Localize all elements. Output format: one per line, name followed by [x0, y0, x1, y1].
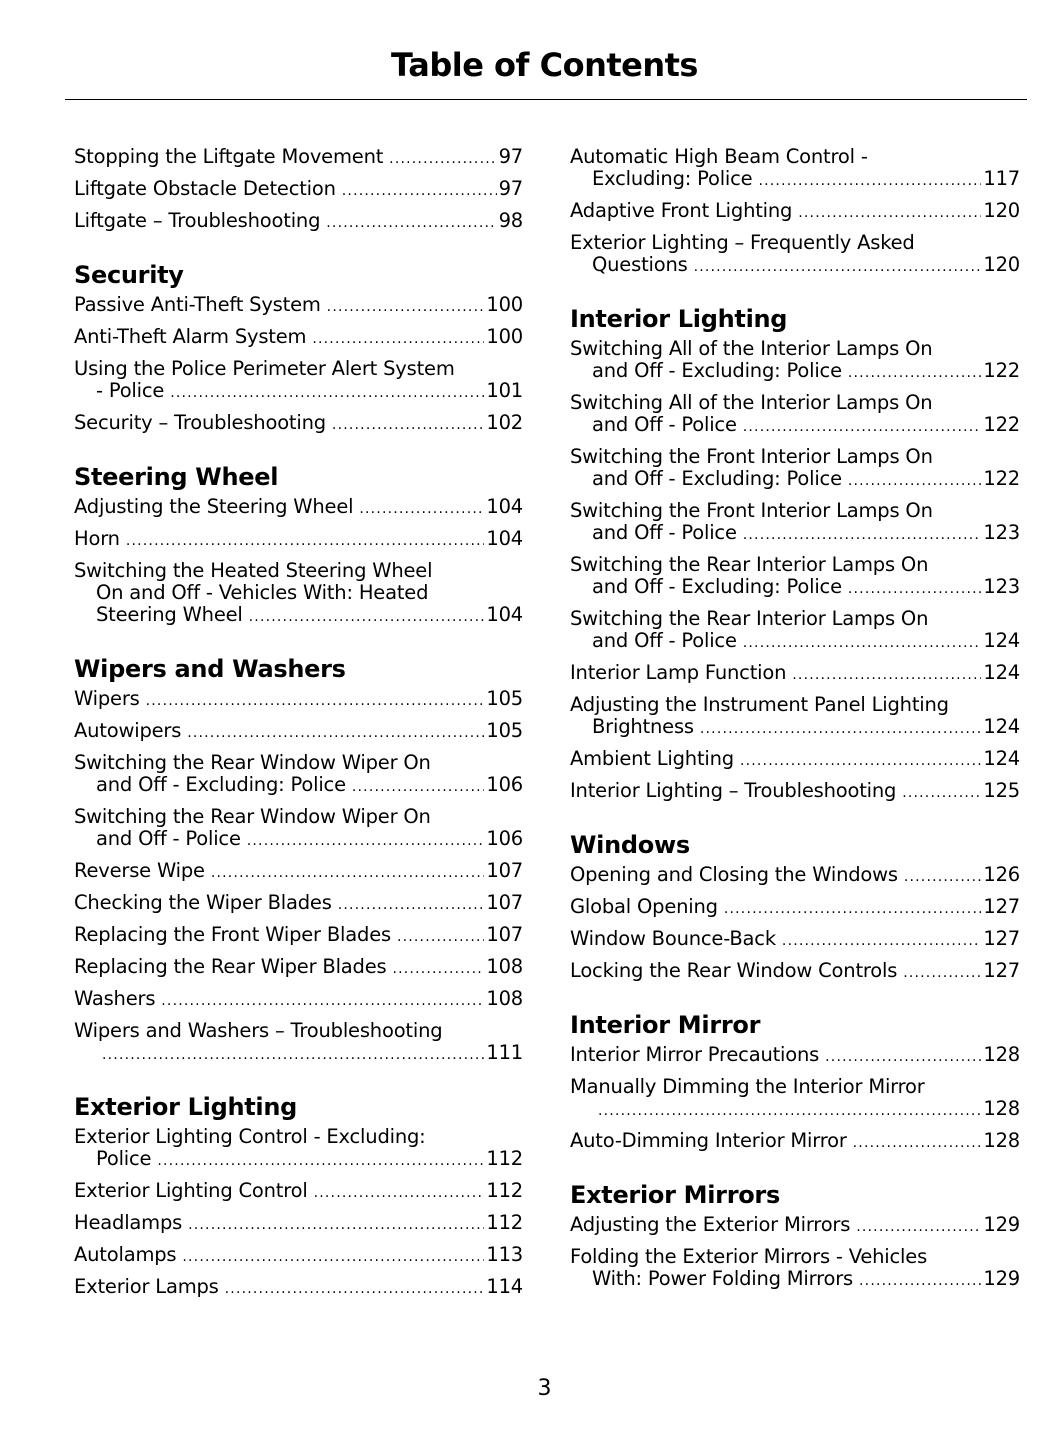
- toc-entry[interactable]: [570, 960, 1020, 984]
- entry-leader-line: [570, 630, 1020, 654]
- entry-leader-line: [570, 960, 1020, 984]
- entry-title-line: Liftgate – Troubleshooting: [74, 209, 321, 232]
- entry-page-number: 123: [983, 575, 1020, 598]
- dot-leader: [157, 1150, 484, 1172]
- entry-title-line: Adjusting the Steering Wheel: [74, 495, 354, 518]
- toc-entry[interactable]: [74, 1180, 523, 1204]
- entry-page-number: 124: [983, 629, 1020, 652]
- dot-leader: [782, 930, 981, 952]
- entry-title-line: On and Off - Vehicles With: Heated: [96, 581, 429, 604]
- toc-section-interior-mirror: [570, 1010, 1020, 1154]
- toc-section-security: [74, 260, 523, 436]
- dot-leader: [798, 202, 981, 224]
- entry-page-number: 120: [983, 253, 1020, 276]
- entry-leader-line: [570, 1268, 1020, 1292]
- toc-entry[interactable]: [74, 528, 523, 552]
- dot-leader: [848, 578, 982, 600]
- section-heading: Exterior Lighting: [74, 1093, 298, 1121]
- dot-leader: [211, 862, 485, 884]
- entry-title-line: Manually Dimming the Interior Mirror: [570, 1075, 925, 1098]
- entry-page-number: 128: [983, 1097, 1020, 1120]
- dot-leader: [743, 416, 982, 438]
- dot-leader: [342, 180, 497, 202]
- toc-entry[interactable]: [74, 294, 523, 318]
- dot-leader: [359, 498, 484, 520]
- page-title: Table of Contents: [391, 46, 698, 84]
- dot-leader: [392, 958, 484, 980]
- dot-leader: [694, 256, 982, 278]
- entry-title-line: Security – Troubleshooting: [74, 411, 326, 434]
- entry-title-line: Anti-Theft Alarm System: [74, 325, 307, 348]
- dot-leader: [902, 782, 981, 804]
- entry-leader-line: [74, 774, 523, 798]
- dot-leader: [161, 990, 484, 1012]
- entry-leader-line: [74, 860, 523, 884]
- entry-title-line: Switching the Rear Window Wiper On: [74, 751, 431, 774]
- entry-title-line: Replacing the Rear Wiper Blades: [74, 955, 387, 978]
- entry-title-line: and Off - Police: [592, 629, 737, 652]
- toc-section-windows: [570, 830, 1020, 984]
- section-heading: Wipers and Washers: [74, 655, 346, 683]
- entry-leader-line: [74, 1244, 523, 1268]
- entry-page-number: 111: [486, 1041, 523, 1064]
- entry-title-line: Checking the Wiper Blades: [74, 891, 332, 914]
- entry-leader-line: [570, 522, 1020, 546]
- dot-leader: [859, 1270, 981, 1292]
- entry-title-line: Interior Lighting – Troubleshooting: [570, 779, 897, 802]
- toc-entry[interactable]: [74, 178, 523, 202]
- entry-page-number: 97: [498, 177, 523, 200]
- toc-entry[interactable]: [570, 928, 1020, 952]
- entry-leader-line: [74, 528, 523, 552]
- entry-page-number: 127: [983, 959, 1020, 982]
- entry-leader-line: [570, 1044, 1020, 1068]
- entry-page-number: 123: [983, 521, 1020, 544]
- entry-leader-line: [570, 200, 1020, 224]
- entry-title-line: Ambient Lighting: [570, 747, 734, 770]
- toc-section-steering-wheel: [74, 462, 523, 628]
- entry-page-number: 107: [486, 859, 523, 882]
- dot-leader: [225, 1278, 485, 1300]
- toc-section-continued: [570, 146, 1020, 278]
- toc-entry[interactable]: [74, 752, 523, 798]
- toc-entry[interactable]: [570, 662, 1020, 686]
- toc-entry[interactable]: [74, 688, 523, 712]
- entry-title-line: and Off - Excluding: Police: [96, 773, 346, 796]
- entry-title-line: Reverse Wipe: [74, 859, 205, 882]
- toc-entry[interactable]: [570, 232, 1020, 278]
- entry-page-number: 122: [983, 467, 1020, 490]
- dot-leader: [397, 926, 484, 948]
- entry-title-line: Brightness: [592, 715, 694, 738]
- toc-right-column: [570, 146, 1020, 1318]
- toc-section-interior-lighting: [570, 304, 1020, 804]
- entry-page-number: 124: [983, 715, 1020, 738]
- toc-entry[interactable]: [74, 560, 523, 628]
- entry-title-line: Exterior Lighting – Frequently Asked: [570, 231, 915, 254]
- entry-page-number: 128: [983, 1043, 1020, 1066]
- dot-leader: [126, 530, 485, 552]
- entry-title-line: Excluding: Police: [592, 167, 753, 190]
- entry-leader-line: [74, 956, 523, 980]
- toc-entry[interactable]: [74, 988, 523, 1012]
- toc-entry[interactable]: [570, 864, 1020, 888]
- entry-page-number: 112: [486, 1179, 523, 1202]
- entry-title-line: Adjusting the Exterior Mirrors: [570, 1213, 851, 1236]
- entry-leader-line: [570, 576, 1020, 600]
- toc-entry[interactable]: [570, 1130, 1020, 1154]
- entry-leader-line: [74, 496, 523, 520]
- entry-page-number: 98: [498, 209, 523, 232]
- entry-leader-line: [74, 1042, 523, 1066]
- toc-entry[interactable]: [570, 446, 1020, 492]
- entry-page-number: 106: [486, 827, 523, 850]
- toc-section-exterior-lighting: [74, 1092, 523, 1300]
- entry-page-number: 124: [983, 661, 1020, 684]
- section-heading: Exterior Mirrors: [570, 1181, 780, 1209]
- toc-entry[interactable]: [570, 554, 1020, 600]
- entry-page-number: 101: [486, 379, 523, 402]
- section-heading: Steering Wheel: [74, 463, 279, 491]
- toc-entry[interactable]: [74, 1244, 523, 1268]
- entry-page-number: 108: [486, 955, 523, 978]
- entry-title-line: - Police: [96, 379, 165, 402]
- toc-section-exterior-mirrors: [570, 1180, 1020, 1292]
- entry-page-number: 117: [983, 167, 1020, 190]
- entry-leader-line: [570, 254, 1020, 278]
- entry-leader-line: [570, 168, 1020, 192]
- toc-entry[interactable]: [74, 358, 523, 404]
- entry-leader-line: [74, 604, 523, 628]
- entry-leader-line: [74, 828, 523, 852]
- entry-title-line: and Off - Police: [592, 413, 737, 436]
- entry-title-line: Switching All of the Interior Lamps On: [570, 337, 933, 360]
- dot-leader: [856, 1216, 981, 1238]
- entry-leader-line: [570, 748, 1020, 772]
- dot-leader: [314, 1182, 485, 1204]
- entry-leader-line: [570, 1098, 1020, 1122]
- entry-page-number: 129: [983, 1213, 1020, 1236]
- toc-entry[interactable]: [570, 338, 1020, 384]
- entry-page-number: 108: [486, 987, 523, 1010]
- toc-entry[interactable]: [74, 720, 523, 744]
- entry-page-number: 125: [983, 779, 1020, 802]
- toc-entry[interactable]: [570, 146, 1020, 192]
- toc-entry[interactable]: [570, 1246, 1020, 1292]
- dot-leader: [326, 212, 496, 234]
- toc-entry[interactable]: [570, 748, 1020, 772]
- toc-entry[interactable]: [570, 1076, 1020, 1122]
- toc-section-wipers-and-washers: [74, 654, 523, 1066]
- entry-title-line: and Off - Police: [96, 827, 241, 850]
- entry-leader-line: [74, 924, 523, 948]
- entry-title-line: Global Opening: [570, 895, 718, 918]
- dot-leader: [792, 664, 981, 686]
- dot-leader: [188, 1214, 484, 1236]
- entry-leader-line: [74, 412, 523, 436]
- entry-title-line: and Off - Excluding: Police: [592, 467, 842, 490]
- dot-leader: [825, 1046, 981, 1068]
- entry-title-line: Switching the Rear Interior Lamps On: [570, 607, 929, 630]
- toc-entry[interactable]: [570, 200, 1020, 224]
- entry-title-line: Adjusting the Instrument Panel Lighting: [570, 693, 949, 716]
- title-divider: [65, 99, 1027, 100]
- entry-leader-line: [570, 928, 1020, 952]
- dot-leader: [187, 722, 484, 744]
- entry-title-line: Adaptive Front Lighting: [570, 199, 793, 222]
- entry-leader-line: [570, 864, 1020, 888]
- entry-page-number: 124: [983, 747, 1020, 770]
- entry-title-line: Switching the Heated Steering Wheel: [74, 559, 433, 582]
- dot-leader: [853, 1132, 982, 1154]
- entry-leader-line: [570, 896, 1020, 920]
- entry-title-line: Steering Wheel: [96, 603, 243, 626]
- entry-leader-line: [74, 294, 523, 318]
- dot-leader: [389, 148, 496, 170]
- entry-title-line: Locking the Rear Window Controls: [570, 959, 898, 982]
- entry-leader-line: [74, 326, 523, 350]
- entry-title-line: Stopping the Liftgate Movement: [74, 145, 384, 168]
- dot-leader: [743, 632, 982, 654]
- entry-title-line: Passive Anti-Theft System: [74, 293, 321, 316]
- entry-title-line: Replacing the Front Wiper Blades: [74, 923, 391, 946]
- section-heading: Windows: [570, 831, 690, 859]
- entry-page-number: 106: [486, 773, 523, 796]
- toc-entry[interactable]: [74, 892, 523, 916]
- dot-leader: [249, 606, 485, 628]
- dot-leader: [247, 830, 485, 852]
- toc-entry[interactable]: [570, 500, 1020, 546]
- entry-leader-line: [74, 988, 523, 1012]
- toc-entry[interactable]: [570, 694, 1020, 740]
- entry-leader-line: [74, 720, 523, 744]
- entry-title-line: Wipers: [74, 687, 140, 710]
- entry-leader-line: [570, 468, 1020, 492]
- dot-leader: [312, 328, 484, 350]
- entry-title-line: Switching All of the Interior Lamps On: [570, 391, 933, 414]
- dot-leader: [758, 170, 981, 192]
- dot-leader: [903, 962, 981, 984]
- dot-leader: [848, 470, 982, 492]
- entry-title-line: and Off - Excluding: Police: [592, 575, 842, 598]
- dot-leader: [724, 898, 982, 920]
- dot-leader: [182, 1246, 484, 1268]
- entry-title-line: Questions: [592, 253, 688, 276]
- dot-leader: [338, 894, 485, 916]
- toc-entry[interactable]: [74, 956, 523, 980]
- entry-title-line: Interior Mirror Precautions: [570, 1043, 820, 1066]
- entry-page-number: 112: [486, 1211, 523, 1234]
- entry-page-number: 114: [486, 1275, 523, 1298]
- entry-page-number: 104: [486, 527, 523, 550]
- entry-title-line: Interior Lamp Function: [570, 661, 787, 684]
- entry-page-number: 102: [486, 411, 523, 434]
- entry-page-number: 129: [983, 1267, 1020, 1290]
- entry-title-line: Switching the Front Interior Lamps On: [570, 445, 933, 468]
- toc-entry[interactable]: [74, 924, 523, 948]
- toc-entry[interactable]: [570, 896, 1020, 920]
- entry-title-line: Folding the Exterior Mirrors - Vehicles: [570, 1245, 928, 1268]
- entry-title-line: Using the Police Perimeter Alert System: [74, 357, 455, 380]
- entry-page-number: 100: [486, 293, 523, 316]
- entry-leader-line: [74, 688, 523, 712]
- entry-title-line: Auto-Dimming Interior Mirror: [570, 1129, 847, 1152]
- toc-entry[interactable]: [74, 326, 523, 350]
- entry-leader-line: [74, 146, 523, 170]
- toc-left-column: [74, 146, 523, 1326]
- entry-leader-line: [570, 360, 1020, 384]
- entry-leader-line: [74, 1180, 523, 1204]
- entry-page-number: 113: [486, 1243, 523, 1266]
- entry-page-number: 97: [498, 145, 523, 168]
- entry-page-number: 112: [486, 1147, 523, 1170]
- entry-leader-line: [74, 1276, 523, 1300]
- entry-title-line: Horn: [74, 527, 120, 550]
- entry-leader-line: [570, 414, 1020, 438]
- toc-section-continued: [74, 146, 523, 234]
- toc-entry[interactable]: [74, 1020, 523, 1066]
- entry-title-line: Police: [96, 1147, 152, 1170]
- entry-title-line: With: Power Folding Mirrors: [592, 1267, 854, 1290]
- entry-title-line: Exterior Lamps: [74, 1275, 219, 1298]
- entry-page-number: 127: [983, 895, 1020, 918]
- entry-leader-line: [74, 892, 523, 916]
- toc-entry[interactable]: [570, 1214, 1020, 1238]
- entry-leader-line: [74, 380, 523, 404]
- toc-entry[interactable]: [74, 496, 523, 520]
- entry-leader-line: [570, 780, 1020, 804]
- entry-page-number: 122: [983, 359, 1020, 382]
- entry-title-line: Autolamps: [74, 1243, 177, 1266]
- toc-entry[interactable]: [74, 1126, 523, 1172]
- entry-page-number: 107: [486, 891, 523, 914]
- entry-page-number: 100: [486, 325, 523, 348]
- dot-leader: [904, 866, 982, 888]
- entry-title-line: Wipers and Washers – Troubleshooting: [74, 1019, 443, 1042]
- entry-title-line: Switching the Front Interior Lamps On: [570, 499, 933, 522]
- entry-title-line: Exterior Lighting Control - Excluding:: [74, 1125, 426, 1148]
- entry-leader-line: [570, 1130, 1020, 1154]
- entry-page-number: 128: [983, 1129, 1020, 1152]
- entry-title-line: Washers: [74, 987, 156, 1010]
- entry-leader-line: [570, 662, 1020, 686]
- dot-leader: [327, 296, 485, 318]
- entry-page-number: 105: [486, 719, 523, 742]
- entry-title-line: Exterior Lighting Control: [74, 1179, 308, 1202]
- section-heading: Security: [74, 261, 184, 289]
- entry-title-line: and Off - Excluding: Police: [592, 359, 842, 382]
- entry-leader-line: [74, 178, 523, 202]
- dot-leader: [848, 362, 982, 384]
- entry-page-number: 107: [486, 923, 523, 946]
- toc-entry[interactable]: [570, 780, 1020, 804]
- toc-entry[interactable]: [74, 210, 523, 234]
- page-number: 3: [537, 1376, 552, 1401]
- toc-entry[interactable]: [570, 608, 1020, 654]
- dot-leader: [740, 750, 981, 772]
- toc-entry[interactable]: [74, 1276, 523, 1300]
- entry-page-number: 104: [486, 495, 523, 518]
- entry-page-number: 120: [983, 199, 1020, 222]
- toc-entry[interactable]: [570, 1044, 1020, 1068]
- entry-title-line: Switching the Rear Interior Lamps On: [570, 553, 929, 576]
- entry-title-line: Headlamps: [74, 1211, 183, 1234]
- entry-page-number: 126: [983, 863, 1020, 886]
- dot-leader: [700, 718, 982, 740]
- toc-entry[interactable]: [74, 1212, 523, 1236]
- toc-entry[interactable]: [570, 392, 1020, 438]
- dot-leader: [598, 1100, 981, 1122]
- entry-title-line: Switching the Rear Window Wiper On: [74, 805, 431, 828]
- dot-leader: [146, 690, 485, 712]
- dot-leader: [743, 524, 982, 546]
- toc-entry[interactable]: [74, 860, 523, 884]
- toc-entry[interactable]: [74, 412, 523, 436]
- entry-leader-line: [570, 716, 1020, 740]
- entry-title-line: Automatic High Beam Control -: [570, 145, 868, 168]
- entry-title-line: Autowipers: [74, 719, 182, 742]
- dot-leader: [352, 776, 485, 798]
- entry-title-line: Opening and Closing the Windows: [570, 863, 898, 886]
- dot-leader: [170, 382, 484, 404]
- entry-leader-line: [74, 210, 523, 234]
- section-heading: Interior Mirror: [570, 1011, 761, 1039]
- entry-title-line: Liftgate Obstacle Detection: [74, 177, 336, 200]
- dot-leader: [102, 1044, 484, 1066]
- entry-leader-line: [74, 1148, 523, 1172]
- entry-page-number: 104: [486, 603, 523, 626]
- dot-leader: [332, 414, 484, 436]
- entry-title-line: and Off - Police: [592, 521, 737, 544]
- entry-leader-line: [74, 1212, 523, 1236]
- section-heading: Interior Lighting: [570, 305, 788, 333]
- entry-page-number: 105: [486, 687, 523, 710]
- entry-page-number: 122: [983, 413, 1020, 436]
- toc-entry[interactable]: [74, 806, 523, 852]
- toc-entry[interactable]: [74, 146, 523, 170]
- entry-page-number: 127: [983, 927, 1020, 950]
- entry-title-line: Window Bounce-Back: [570, 927, 776, 950]
- entry-leader-line: [570, 1214, 1020, 1238]
